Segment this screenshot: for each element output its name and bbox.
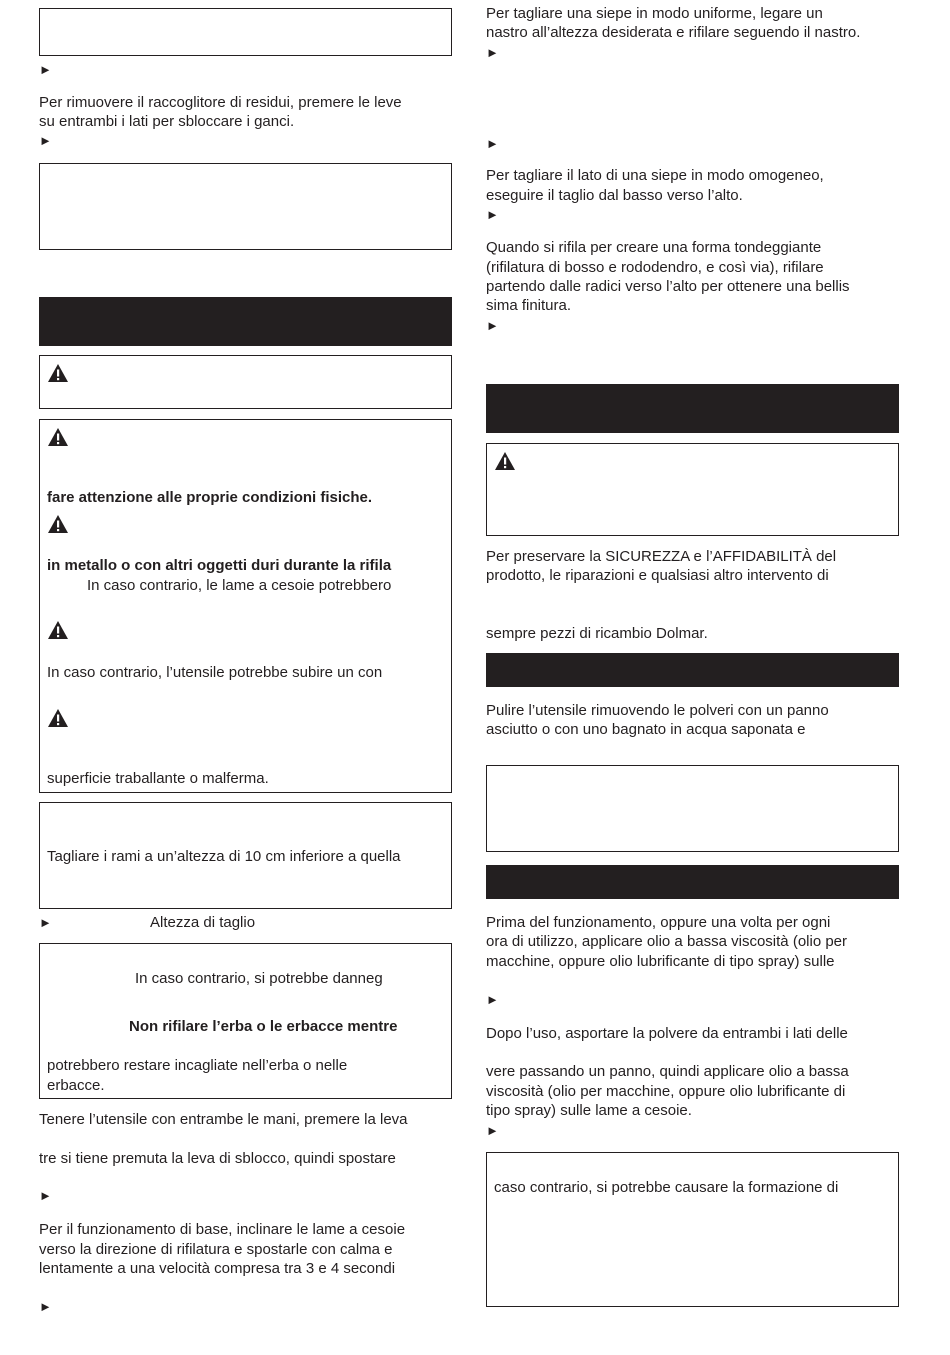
note-text: In caso contrario, si potrebbe danneg (135, 970, 383, 987)
note-box (39, 802, 452, 909)
figure-arrow: ► (486, 136, 499, 151)
figure-arrow: ► (486, 1123, 499, 1138)
hedge-text: eseguire il taglio dal basso verso l’alto. (486, 187, 743, 204)
lubrication-text: tipo spray) sulle lame a cesoie. (486, 1102, 692, 1119)
section-header-bar (486, 384, 899, 433)
warning-triangle-icon (494, 451, 516, 471)
note-text: potrebbero restare incagliate nell’erba o nelle (47, 1057, 348, 1074)
operation-text: Tenere l’utensile con entrambe le mani, premere la leva (39, 1111, 408, 1128)
lubrication-text: viscosità (olio per macchine, oppure olio lubrificante di (486, 1083, 846, 1100)
hedge-text: partendo dalle radici verso l’alto per ottenere una bellis (486, 278, 850, 295)
remove-collector-text: Per rimuovere il raccoglitore di residui, premere le leve (39, 94, 402, 111)
hedge-text: sima finitura. (486, 297, 572, 314)
figure-arrow: ► (39, 1188, 52, 1203)
maintenance-text: Per preservare la SICUREZZA e l’AFFIDABILITÀ del (486, 548, 837, 565)
figure-arrow: ► (486, 207, 499, 222)
operation-text: tre si tiene premuta la leva di sblocco, quindi spostare (39, 1150, 396, 1167)
warning-text: In caso contrario, le lame a cesoie potrebbero (87, 577, 392, 594)
cleaning-text: Pulire l’utensile rimuovendo le polveri con un panno (486, 702, 829, 719)
figure-arrow: ► (39, 915, 52, 930)
figure-arrow: ► (486, 318, 499, 333)
operation-warnings-box (39, 419, 452, 793)
warning-triangle-icon (47, 708, 69, 728)
hedge-text: (rifilatura di bosso e rododendro, e così via), rifilare (486, 259, 824, 276)
warning-triangle-icon (47, 363, 69, 383)
lubrication-text: macchine, oppure olio lubrificante di tipo spray) sulle (486, 953, 835, 970)
section-header-bar (486, 653, 899, 687)
operation-text: verso la direzione di rifilatura e spostarle con calma e (39, 1241, 393, 1258)
warning-text: in metallo o con altri oggetti duri durante la rifila (47, 557, 392, 574)
figure-arrow: ► (486, 992, 499, 1007)
section-header-bar (39, 297, 452, 346)
figure-arrow: ► (39, 133, 52, 148)
operation-text: lentamente a una velocità compresa tra 3 e 4 secondi (39, 1260, 396, 1277)
warning-triangle-icon (47, 514, 69, 534)
figure-arrow: ► (486, 45, 499, 60)
figure-arrow: ► (39, 62, 52, 77)
maintenance-text: prodotto, le riparazioni e qualsiasi altro intervento di (486, 567, 829, 584)
hedge-text: nastro all’altezza desiderata e rifilare seguendo il nastro. (486, 24, 861, 41)
warning-triangle-icon (47, 620, 69, 640)
note-text: Tagliare i rami a un’altezza di 10 cm inferiore a quella (47, 848, 401, 865)
cleaning-text: asciutto o con uno bagnato in acqua saponata e (486, 721, 806, 738)
hedge-text: Quando si rifila per creare una forma tondeggiante (486, 239, 822, 256)
note-box (486, 765, 899, 852)
operation-text: Per il funzionamento di base, inclinare le lame a cesoie (39, 1221, 406, 1238)
lubrication-text: Prima del funzionamento, oppure una volta per ogni (486, 914, 831, 931)
note-text: erbacce. (47, 1077, 105, 1094)
note-text: caso contrario, si potrebbe causare la formazione di (494, 1179, 839, 1196)
lubrication-text: Dopo l’uso, asportare la polvere da entrambi i lati delle (486, 1025, 848, 1042)
warning-box (39, 355, 452, 409)
note-text: Non rifilare l’erba o le erbacce mentre (129, 1018, 398, 1035)
warning-triangle-icon (47, 427, 69, 447)
maintenance-text: sempre pezzi di ricambio Dolmar. (486, 625, 708, 642)
section-header-bar (486, 865, 899, 899)
warning-text: In caso contrario, l’utensile potrebbe subire un con (47, 664, 383, 681)
lubrication-text: vere passando un panno, quindi applicare olio a bassa (486, 1063, 849, 1080)
warning-text: fare attenzione alle proprie condizioni fisiche. (47, 489, 373, 506)
note-box (486, 1152, 899, 1307)
warning-text: superficie traballante o malferma. (47, 770, 269, 787)
hedge-text: Per tagliare il lato di una siepe in modo omogeneo, (486, 167, 824, 184)
remove-collector-text: su entrambi i lati per sbloccare i ganci. (39, 113, 295, 130)
figure-caption: Altezza di taglio (150, 914, 256, 931)
lubrication-text: ora di utilizzo, applicare olio a bassa viscosità (olio per (486, 933, 848, 950)
figure-arrow: ► (39, 1299, 52, 1314)
hedge-text: Per tagliare una siepe in modo uniforme, legare un (486, 5, 823, 22)
note-box (39, 163, 452, 250)
warning-box (486, 443, 899, 536)
note-box (39, 943, 452, 1099)
top-note-box (39, 8, 452, 56)
